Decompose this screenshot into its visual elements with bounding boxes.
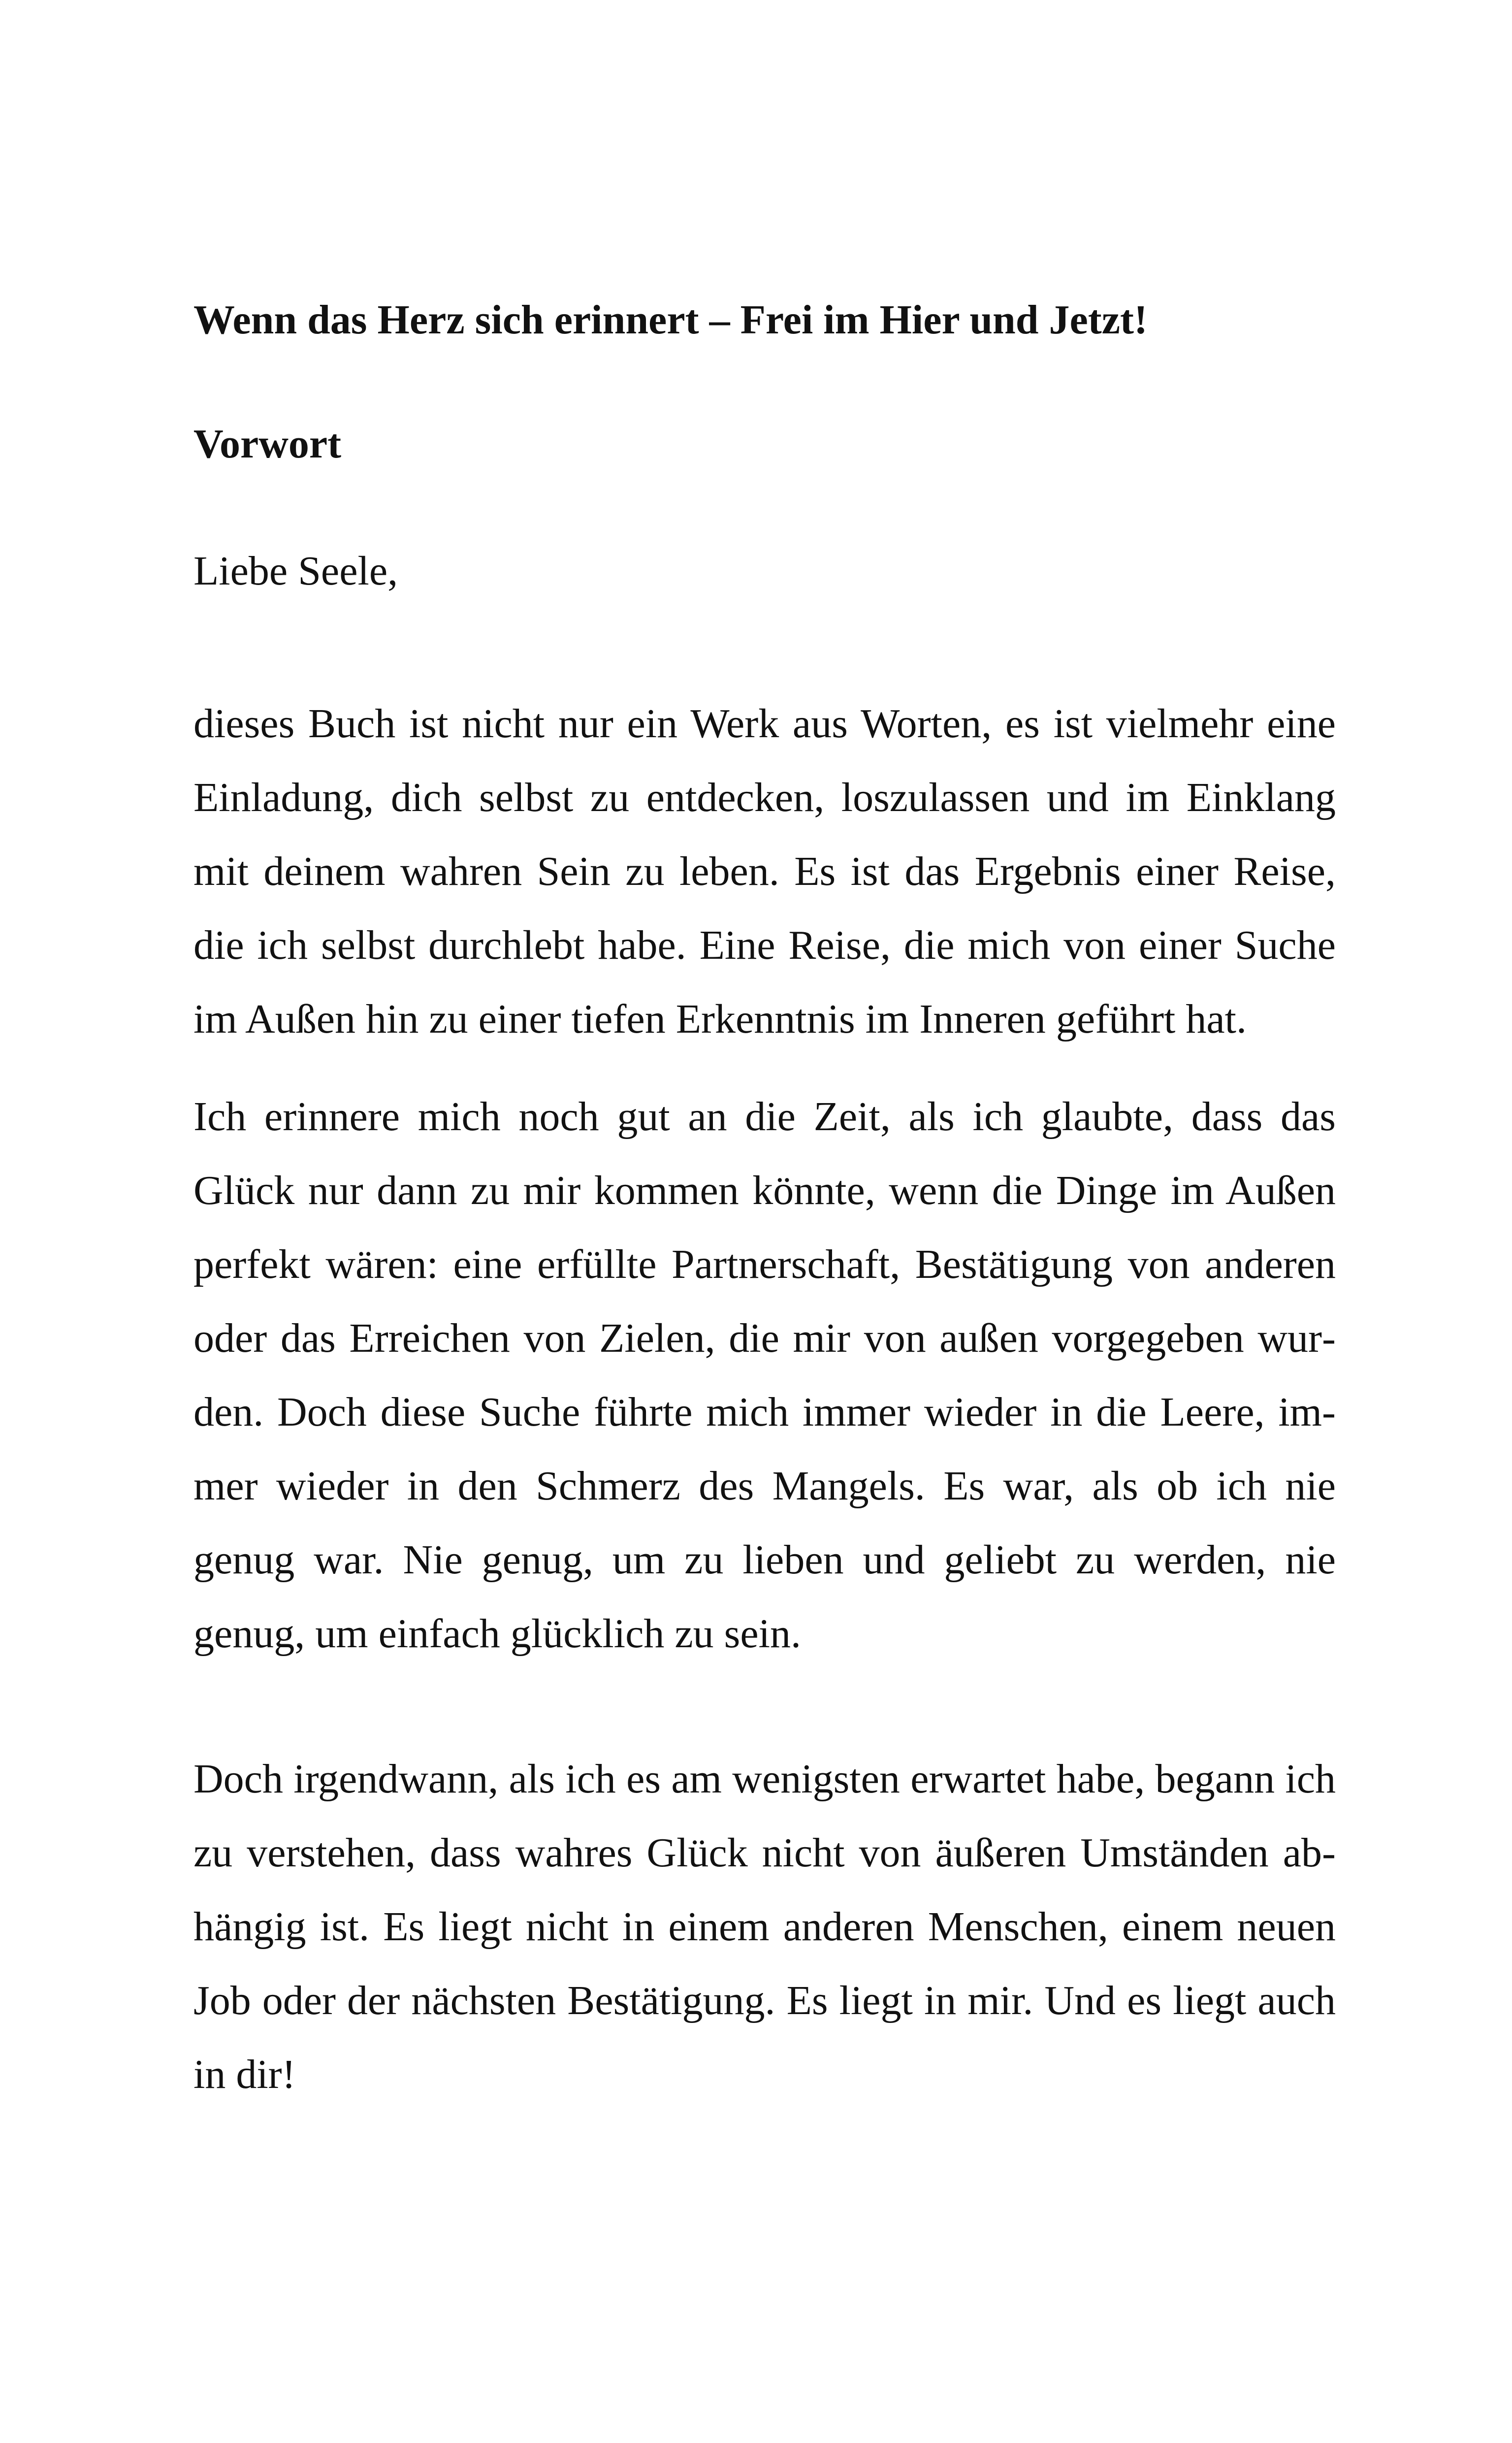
paragraph-1: dieses Buch ist nicht nur ein Werk aus Worten, es ist vielmehr eine Einladung, dich selbst zu entdecken, loszulassen und im Einklang mit deinem wahren Sein zu leben. Es ist das Ergebnis einer Reise, die ich selbst durchlebt habe. Eine Reise, die mich von einer Suche im Außen hin zu einer tiefen Erkenntnis im Inneren geführt hat. [193, 701, 1336, 1042]
paragraph-2: Ich erinnere mich noch gut an die Zeit, als ich glaubte, dass das Glück nur dann zu mir kommen könnte, wenn die Dinge im Außen perfekt wären: eine erfüllte Partnerschaft, Bestätigung von anderen oder das Erreichen von Zielen, die mir von außen vorgegeben wurden. Doch diese Suche führte mich immer wieder in die Leere, immer wieder in den Schmerz des Mangels. Es war, als ob ich nie genug war. Nie genug, um zu lieben und geliebt zu werden, nie genug, um einfach glücklich zu sein. [193, 1094, 1336, 1657]
book-title: Wenn das Herz sich erinnert – Frei im Hier und Jetzt! [193, 297, 1148, 343]
salutation: Liebe Seele, [193, 548, 398, 594]
section-heading: Vorwort [193, 421, 342, 467]
paragraph-3: Doch irgendwann, als ich es am wenigsten erwartet habe, begann ich zu verstehen, dass wahres Glück nicht von äußeren Umständen abhängig ist. Es liegt nicht in einem anderen Menschen, einem neuen Job oder der nächsten Bestätigung. Es liegt in mir. Und es liegt auch in dir! [193, 1756, 1336, 2097]
